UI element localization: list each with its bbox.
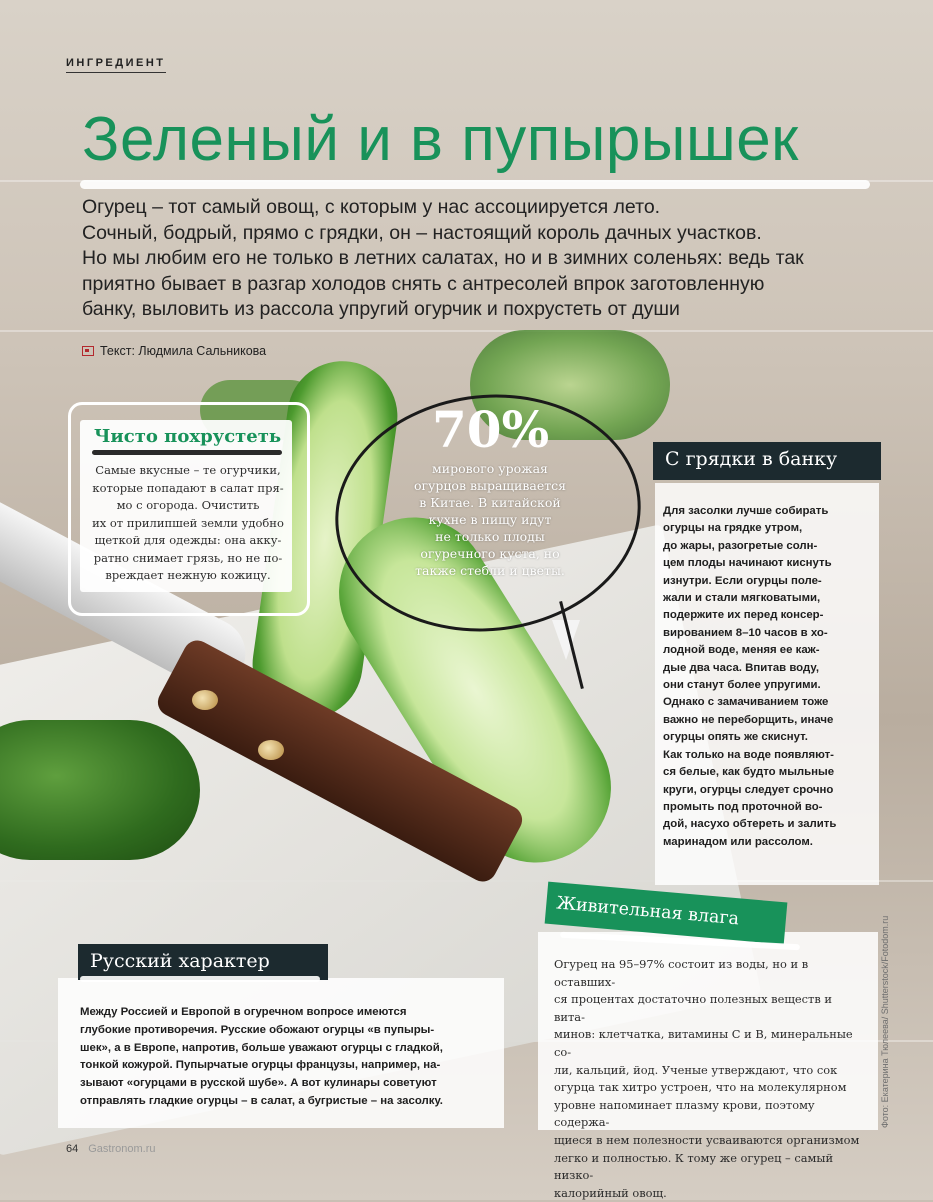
- sidebar-text: Самые вкусные – те огурчики, которые попадают в салат пря- мо с огорода. Очистить их от прилипшей земли удобно щеткой для одежды: она акку- ратно снимает грязь, но не по- вреждает нежную кожицу.: [92, 463, 284, 582]
- sidebar-crunch: [80, 420, 292, 592]
- sidebar-title-water: Живительная влага: [545, 882, 788, 945]
- page-number: 64: [66, 1143, 79, 1155]
- sidebar-text: Огурец на 95–97% состоит из воды, но и в оставших- ся процентах достаточно полезных веществ и вита- минов: клетчатка, витамины С и В, минеральные со- ли, кальций, йод. Ученые утверждают, что сок огурца так хитро устроен, что на молекулярном уровне напоминает плазму крови, поэтому содержа- щиеся в нем полезности усваиваются организмом легко и полностью. К тому же огурец – самый низко- калорийный овощ.: [554, 957, 860, 1200]
- sidebar-text: Между Россией и Европой в огуречном вопросе имеются глубокие противоречия. Русские обожают огурцы «в пупыры- шек», а в Европе, напротив, больше уважают огурцы с гладкой, тонкой кожурой. Пупырчатые огурцы французы, например, на- зывают «огурцами в русской шубе». А вот кулинары советуют отправлять гладкие огурцы – в салат, а бугристые – на засолку.: [80, 1006, 443, 1107]
- sidebar-russian: [58, 978, 504, 1128]
- sidebar-water: [538, 932, 878, 1200]
- brush-stroke: [80, 976, 320, 982]
- headline: Зеленый и в пупырышек: [82, 105, 799, 174]
- sidebar-title-russian: Русский характер: [78, 944, 328, 980]
- stat-text: мирового урожая огурцов выращивается в Китае. В китайской кухне в пищу идут не только плоды огуречного куста, но также стебли и цветы.: [413, 461, 567, 578]
- brush-stroke: [80, 180, 870, 189]
- byline-text: Текст: Людмила Сальникова: [100, 344, 267, 358]
- sidebar-title-jar: С грядки в банку: [653, 442, 881, 480]
- sidebar-title: Чисто похрустеть: [94, 426, 282, 447]
- page-folio: [66, 1143, 156, 1155]
- sidebar-text: Для засолки лучше собирать огурцы на грядке утром, до жары, разогретые солн- цем плоды начинают киснуть изнутри. Если огурцы поле- жали и стали мягковатыми, подержите их перед консер- вированием 8–10 часов в хо- лодной воде, меняя ее каж- дые два часа. Впитав воду, они станут более упругими. Однако с замачиванием тоже важно не переборщить, иначе огурцы опять же скиснут. Как только на воде появляют- ся белые, как будто мыльные круги, огурцы следует срочно промыть под проточной во- дой, насухо обтереть и залить маринадом или рассолом.: [663, 505, 837, 848]
- site-name: Gastronom.ru: [88, 1143, 156, 1155]
- byline: [82, 344, 266, 358]
- brush-underline: [92, 450, 282, 455]
- lead-paragraph: Огурец – тот самый овощ, с которым у нас ассоциируется лето. Сочный, бодрый, прямо с грядки, он – настоящий король дачных участков. Но мы любим его не только в летних салатах, но и в зимних соленьях: ведь так приятно бывает в разгар холодов снять с антресолей впрок заготовленную банку, выловить из рассола упругий огурчик и похрустеть от души: [82, 196, 804, 320]
- section-label: ИНГРЕДИЕНТ: [66, 57, 166, 73]
- sidebar-jar: [655, 483, 879, 885]
- byline-marker-icon: [82, 346, 94, 356]
- stat-number: 70%: [432, 400, 550, 459]
- photo-credit: Фото: Екатерина Тюлеева/ Shutterstock/Fotodom.ru: [880, 915, 890, 1128]
